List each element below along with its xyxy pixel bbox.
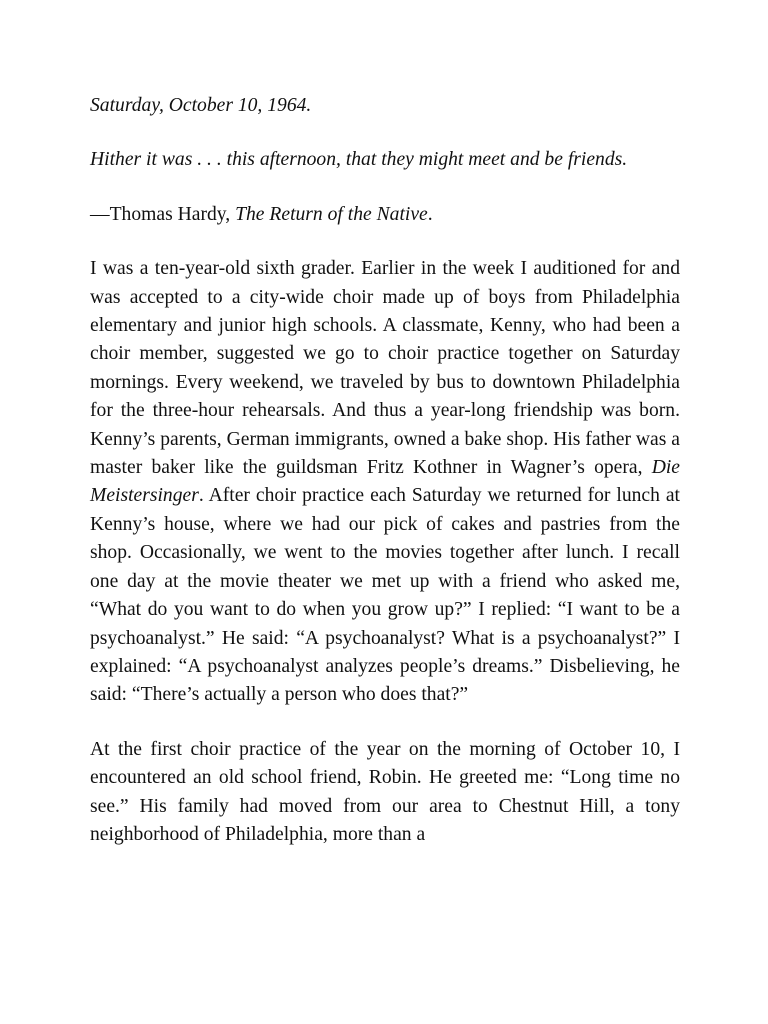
paragraph-text: . After choir practice each Saturday we returned for lunch at Kenny’s house, where we had our pick of cakes and pastries from the shop. Occasionally, we went to the movies together after lunch. I recall one day at the movie theater we met up with a friend who asked me, “What do you want to do when you grow up?” I replied: “I want to be a psychoanalyst.” He said: “A psychoanalyst? What is a psychoanalyst?” I explained: “A psychoanalyst analyzes people’s dreams.” Disbelieving, he said: “There’s actually a person who does that?” (90, 485, 680, 706)
epigraph-attribution (90, 201, 680, 229)
paragraph-text: I was a ten-year-old sixth grader. Earlier in the week I auditioned for and was accepted to a city-wide choir made up of boys from Philadelphia elementary and junior high schools. A classmate, Kenny, who had been a choir member, suggested we go to choir practice together on Saturday mornings. Every weekend, we traveled by bus to downtown Philadelphia for the three-hour rehearsals. And thus a year-long friendship was born. Kenny’s parents, German immigrants, owned a bake shop. His father was a master baker like the guildsman Fritz Kothner in Wagner’s opera, (90, 258, 680, 479)
opera-title: Die Meistersinger (90, 457, 680, 507)
body-paragraph-2: At the first choir practice of the year on the morning of October 10, I encountered an old school friend, Robin. He greeted me: “Long time no see.” His family had moved from our area to Chestnut Hill, a tony neighborhood of Philadelphia, more than a (90, 738, 680, 845)
epigraph-period: . (427, 203, 433, 225)
entry-date: Saturday, October 10, 1964. (90, 95, 312, 116)
body-paragraph-1 (90, 255, 680, 710)
epigraph-book-title: The Return of the Native (235, 203, 428, 225)
document-page (90, 92, 680, 849)
epigraph-quote: Hither it was . . . this afternoon, that they might meet and be friends. (90, 149, 628, 171)
epigraph-author: —Thomas Hardy, (90, 203, 236, 225)
